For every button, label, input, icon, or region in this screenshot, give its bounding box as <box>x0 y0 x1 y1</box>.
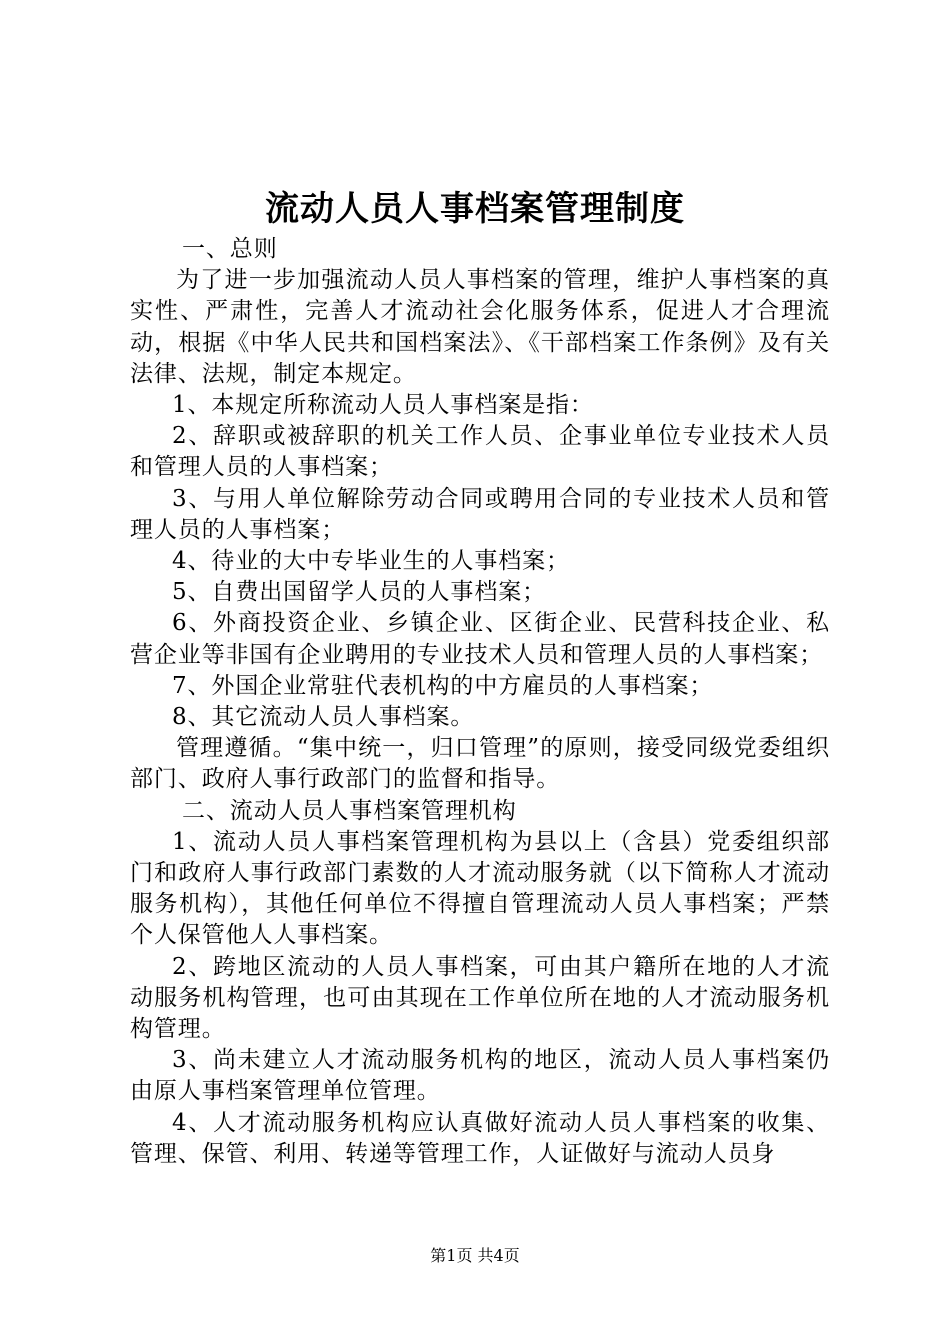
paragraph-item-4: 4、待业的大中专毕业生的人事档案； <box>172 548 570 575</box>
paragraph-institution-1: 1、流动人员人事档案管理机构为县以上（含县）党委组织部门和政府人事行政部门素数的人才流动服务就（以下简称人才流动服务机构），其他任何单位不得擅自管理流动人员人事档案；严禁个人保管他人人事档案。 <box>130 828 830 949</box>
paragraph-institution-2: 2、跨地区流动的人员人事档案，可由其户籍所在地的人才流动服务机构管理，也可由其现在工作单位所在地的人才流动服务机构管理。 <box>130 953 830 1043</box>
paragraph-institution-3: 3、尚未建立人才流动服务机构的地区，流动人员人事档案仍由原人事档案管理单位管理。 <box>130 1047 830 1105</box>
page-number-footer: 第1页 共4页 <box>430 1246 520 1265</box>
paragraph-item-6: 6、外商投资企业、乡镇企业、区街企业、民营科技企业、私营企业等非国有企业聘用的专业技术人员和管理人员的人事档案； <box>130 610 830 668</box>
paragraph-item-7: 7、外国企业常驻代表机构的中方雇员的人事档案； <box>172 672 714 699</box>
paragraph-item-5: 5、自费出国留学人员的人事档案； <box>172 579 547 606</box>
paragraph-item-1: 1、本规定所称流动人员人事档案是指： <box>172 392 594 419</box>
paragraph-item-2: 2、辞职或被辞职的机关工作人员、企事业单位专业技术人员和管理人员的人事档案； <box>130 423 830 481</box>
document-body <box>130 234 830 1170</box>
paragraph-item-3: 3、与用人单位解除劳动合同或聘用合同的专业技术人员和管理人员的人事档案； <box>130 485 830 543</box>
paragraph-institution-4: 4、人才流动服务机构应认真做好流动人员人事档案的收集、管理、保管、利用、转递等管理工作，人证做好与流动人员身 <box>130 1109 830 1167</box>
document-title: 流动人员人事档案管理制度 <box>265 189 685 229</box>
section-heading-general: 一、总则 <box>182 236 278 262</box>
paragraph-principle: 管理遵循。“集中统一，归口管理”的原则，接受同级党委组织部门、政府人事行政部门的监督和指导。 <box>130 735 830 793</box>
paragraph-purpose: 为了进一步加强流动人员人事档案的管理，维护人事档案的真实性、严肃性，完善人才流动社会化服务体系，促进人才合理流动，根据《中华人民共和国档案法》、《干部档案工作条例》及有关法律、法规，制定本规定。 <box>130 267 830 387</box>
section-heading-institution: 二、流动人员人事档案管理机构 <box>182 797 517 824</box>
paragraph-item-8: 8、其它流动人员人事档案。 <box>172 704 475 731</box>
